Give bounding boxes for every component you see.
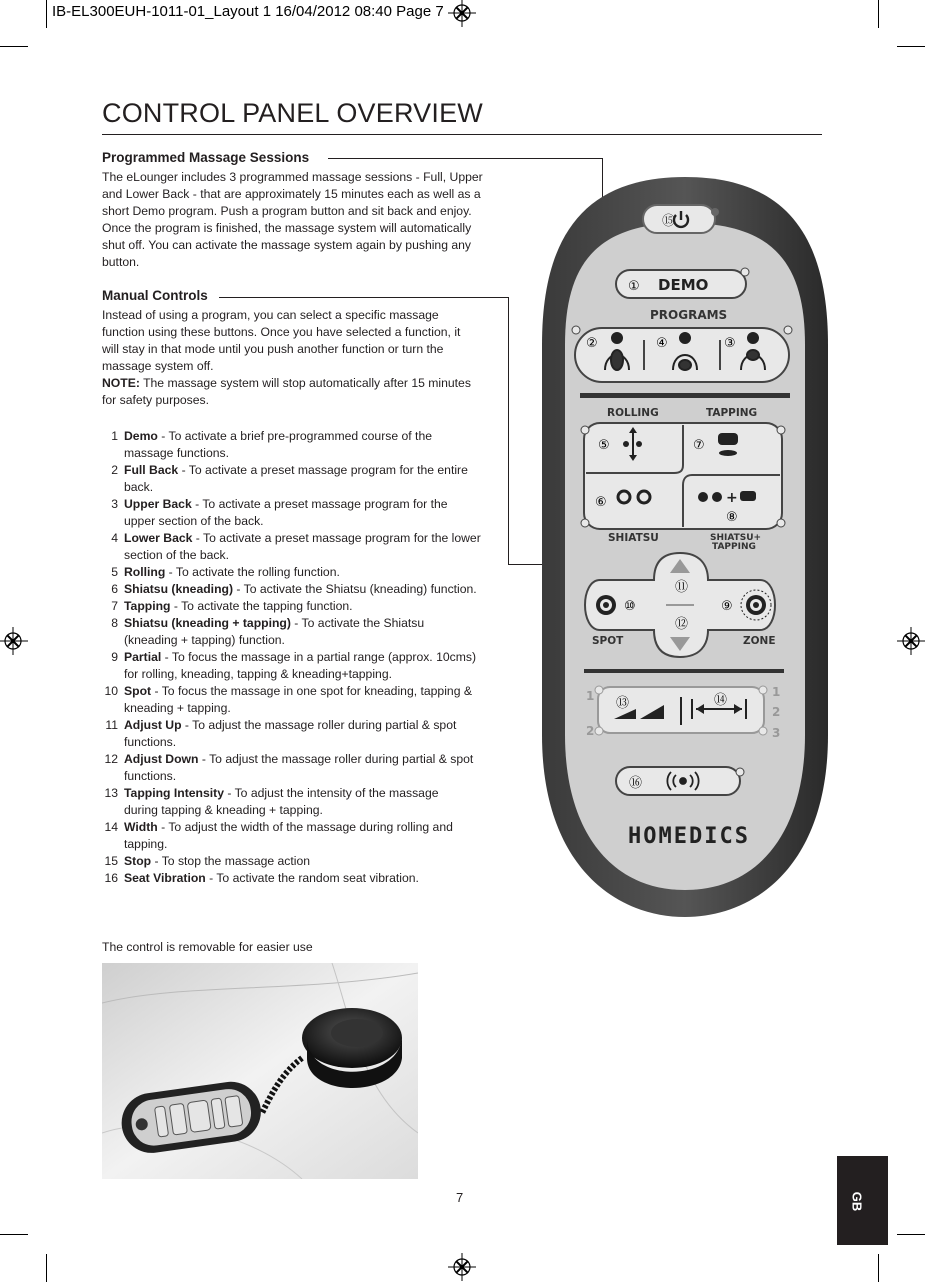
item-number: 12	[104, 752, 118, 766]
function-list-item	[98, 462, 508, 496]
page-number: 7	[456, 1190, 464, 1205]
item-text	[124, 819, 453, 853]
item-name: Rolling	[124, 565, 166, 579]
crop-mark	[897, 46, 925, 47]
language-tab	[837, 1156, 888, 1245]
text-line: and Lower Back - that are approximately 15 minutes each as well as a	[102, 187, 481, 201]
item-number: 6	[111, 582, 118, 596]
svg-text:①: ①	[628, 279, 640, 294]
brand-logo: HOMEDICS	[628, 824, 750, 849]
item-text	[124, 581, 477, 598]
note-label: NOTE:	[102, 376, 140, 390]
text-line: massage system off.	[102, 359, 214, 373]
item-number: 2	[111, 463, 118, 477]
item-number: 1	[111, 429, 118, 443]
item-name: Width	[124, 820, 158, 834]
item-text	[124, 496, 448, 530]
function-list-item	[98, 870, 508, 887]
item-description-cont: during tapping & kneading + tapping.	[124, 803, 323, 817]
svg-text:⑮: ⑮	[662, 214, 676, 229]
item-description-cont: back.	[124, 480, 154, 494]
item-description: - To focus the massage in one spot for kneading, tapping &	[151, 684, 472, 698]
item-name: Lower Back	[124, 531, 193, 545]
item-description-cont: tapping.	[124, 837, 168, 851]
svg-text:+: +	[726, 490, 738, 506]
svg-text:②: ②	[586, 336, 598, 351]
item-description-cont: massage functions.	[124, 446, 230, 460]
item-name: Shiatsu (kneading + tapping)	[124, 616, 291, 630]
item-description-cont: functions.	[124, 769, 177, 783]
shiatsu-tapping-label-1: SHIATSU+	[710, 533, 762, 543]
function-list-item	[98, 598, 508, 615]
text-line: for safety purposes.	[102, 393, 210, 407]
item-text	[124, 870, 419, 887]
remote-control-diagram	[540, 175, 830, 920]
item-description: - To adjust the massage roller during partial & spot	[198, 752, 474, 766]
item-number: 10	[104, 684, 118, 698]
text-line: will stay in that mode until you push another function or turn the	[102, 342, 444, 356]
manual-paragraph	[102, 307, 502, 409]
programmed-paragraph	[102, 169, 502, 271]
registration-mark-icon	[0, 626, 30, 656]
photo-caption: The control is removable for easier use	[102, 940, 313, 954]
item-description: - To focus the massage in a partial range (approx. 10cms)	[161, 650, 477, 664]
svg-text:⑩: ⑩	[624, 599, 636, 614]
svg-text:⑫: ⑫	[675, 617, 689, 632]
text-line: button.	[102, 255, 140, 269]
item-description: - To activate the tapping function.	[170, 599, 353, 613]
width-level-2: 2	[772, 705, 781, 719]
item-text	[124, 462, 468, 496]
item-text	[124, 615, 424, 649]
function-list-item	[98, 428, 508, 462]
item-description: - To stop the massage action	[151, 854, 311, 868]
item-number: 7	[111, 599, 118, 613]
item-text	[124, 598, 353, 615]
item-text	[124, 751, 473, 785]
crop-mark	[878, 0, 879, 28]
section-heading-manual: Manual Controls	[102, 288, 208, 303]
text-line: function using these buttons. Once you have selected a function, it	[102, 325, 461, 339]
function-list-item	[98, 530, 508, 564]
intensity-level-2: 2	[586, 724, 595, 738]
item-text	[124, 530, 481, 564]
registration-mark-icon	[447, 0, 477, 28]
registration-mark-icon	[895, 626, 925, 656]
item-description: - To activate a preset massage program for the entire	[178, 463, 468, 477]
item-text	[124, 564, 340, 581]
item-number: 16	[104, 871, 118, 885]
function-list-item	[98, 581, 508, 598]
width-level-1: 1	[772, 685, 781, 699]
programs-label: PROGRAMS	[650, 308, 728, 322]
crop-mark	[878, 1254, 879, 1282]
item-description-cont: upper section of the back.	[124, 514, 264, 528]
function-list-item	[98, 853, 508, 870]
function-list-item	[98, 615, 508, 649]
item-name: Shiatsu (kneading)	[124, 582, 234, 596]
text-line: Once the program is finished, the massage system will automatically	[102, 221, 472, 235]
item-text	[124, 717, 456, 751]
item-description-cont: kneading + tapping.	[124, 701, 231, 715]
page-title: CONTROL PANEL OVERVIEW	[102, 98, 483, 128]
item-description: - To activate the rolling function.	[165, 565, 340, 579]
leader-line	[219, 297, 508, 298]
svg-text:⑬: ⑬	[616, 696, 630, 711]
item-name: Spot	[124, 684, 152, 698]
leader-line	[508, 297, 509, 564]
item-name: Stop	[124, 854, 152, 868]
shiatsu-tapping-label-2: TAPPING	[712, 542, 756, 552]
function-list-item	[98, 649, 508, 683]
function-list	[98, 428, 508, 887]
text-line: Instead of using a program, you can select a specific massage	[102, 308, 439, 322]
item-description: - To activate a preset massage program for the	[191, 497, 448, 511]
item-number: 15	[104, 854, 118, 868]
function-list-item	[98, 751, 508, 785]
svg-text:⑥: ⑥	[595, 495, 607, 510]
item-description-cont: for rolling, kneading, tapping & kneading+tapping.	[124, 667, 392, 681]
function-list-item	[98, 819, 508, 853]
item-number: 14	[104, 820, 118, 834]
item-description-cont: section of the back.	[124, 548, 230, 562]
tapping-label: TAPPING	[706, 407, 758, 419]
crop-mark	[0, 46, 28, 47]
svg-text:③: ③	[724, 336, 736, 351]
item-description: - To activate a brief pre-programmed course of the	[157, 429, 432, 443]
item-text	[124, 649, 476, 683]
item-description: - To activate a preset massage program for the lower	[192, 531, 481, 545]
remote-dock-photo	[102, 963, 418, 1179]
function-list-item	[98, 564, 508, 581]
item-description: - To adjust the massage roller during partial & spot	[181, 718, 457, 732]
item-description: - To activate the Shiatsu (kneading) function.	[233, 582, 477, 596]
item-name: Seat Vibration	[124, 871, 206, 885]
item-name: Full Back	[124, 463, 179, 477]
note-text: The massage system will stop automatically after 15 minutes	[139, 376, 471, 390]
item-description: - To adjust the intensity of the massage	[223, 786, 439, 800]
item-text	[124, 428, 432, 462]
svg-text:⑭: ⑭	[714, 693, 728, 708]
zone-label: ZONE	[743, 635, 776, 647]
function-list-item	[98, 683, 508, 717]
spot-label: SPOT	[592, 635, 624, 647]
item-description-cont: functions.	[124, 735, 177, 749]
shiatsu-label: SHIATSU	[608, 532, 659, 544]
width-level-3: 3	[772, 726, 781, 740]
note-line	[102, 375, 502, 392]
leader-line	[328, 158, 602, 159]
crop-mark	[46, 1254, 47, 1282]
svg-text:⑯: ⑯	[629, 776, 643, 791]
item-number: 9	[111, 650, 118, 664]
item-number: 11	[105, 718, 118, 732]
tapping-icon	[718, 433, 738, 456]
item-name: Tapping Intensity	[124, 786, 224, 800]
item-text	[124, 683, 472, 717]
item-name: Partial	[124, 650, 162, 664]
section-heading-programmed: Programmed Massage Sessions	[102, 150, 310, 165]
text-line: shut off. You can activate the massage system again by pushing any	[102, 238, 472, 252]
item-description: - To activate the random seat vibration.	[205, 871, 419, 885]
function-list-item	[98, 785, 508, 819]
svg-text:⑨: ⑨	[721, 599, 733, 614]
function-list-item	[98, 717, 508, 751]
text-line: short Demo program. Push a program button and sit back and enjoy.	[102, 204, 472, 218]
item-number: 3	[111, 497, 118, 511]
programmed-section	[102, 150, 502, 271]
item-number: 4	[111, 531, 118, 545]
svg-text:⑧: ⑧	[726, 510, 738, 525]
item-description: - To activate the Shiatsu	[290, 616, 425, 630]
item-number: 13	[104, 786, 118, 800]
item-text	[124, 853, 310, 870]
demo-label: DEMO	[658, 276, 709, 294]
registration-mark-icon	[447, 1253, 477, 1281]
item-name: Adjust Down	[124, 752, 199, 766]
function-list-item	[98, 496, 508, 530]
svg-text:⑪: ⑪	[675, 580, 689, 595]
print-slug: IB-EL300EUH-1011-01_Layout 1 16/04/2012 08:40 Page 7	[52, 3, 444, 20]
title-rule	[102, 134, 822, 135]
item-name: Upper Back	[124, 497, 192, 511]
text-line: The eLounger includes 3 programmed massage sessions - Full, Upper	[102, 170, 483, 184]
item-text	[124, 785, 439, 819]
manual-section	[102, 288, 502, 409]
item-name: Demo	[124, 429, 158, 443]
language-label: GB	[849, 1191, 865, 1212]
crop-mark	[897, 1234, 925, 1235]
rolling-label: ROLLING	[607, 407, 659, 419]
item-number: 5	[111, 565, 118, 579]
svg-text:⑤: ⑤	[598, 438, 610, 453]
item-number: 8	[111, 616, 118, 630]
crop-mark	[46, 0, 47, 28]
svg-text:⑦: ⑦	[693, 438, 705, 453]
spot-icon	[596, 595, 616, 615]
item-name: Tapping	[124, 599, 171, 613]
intensity-level-1: 1	[586, 689, 595, 703]
crop-mark	[0, 1234, 28, 1235]
item-description-cont: (kneading + tapping) function.	[124, 633, 285, 647]
stop-button[interactable]	[643, 205, 715, 233]
svg-text:④: ④	[656, 336, 668, 351]
item-name: Adjust Up	[124, 718, 182, 732]
item-description: - To adjust the width of the massage during rolling and	[157, 820, 453, 834]
